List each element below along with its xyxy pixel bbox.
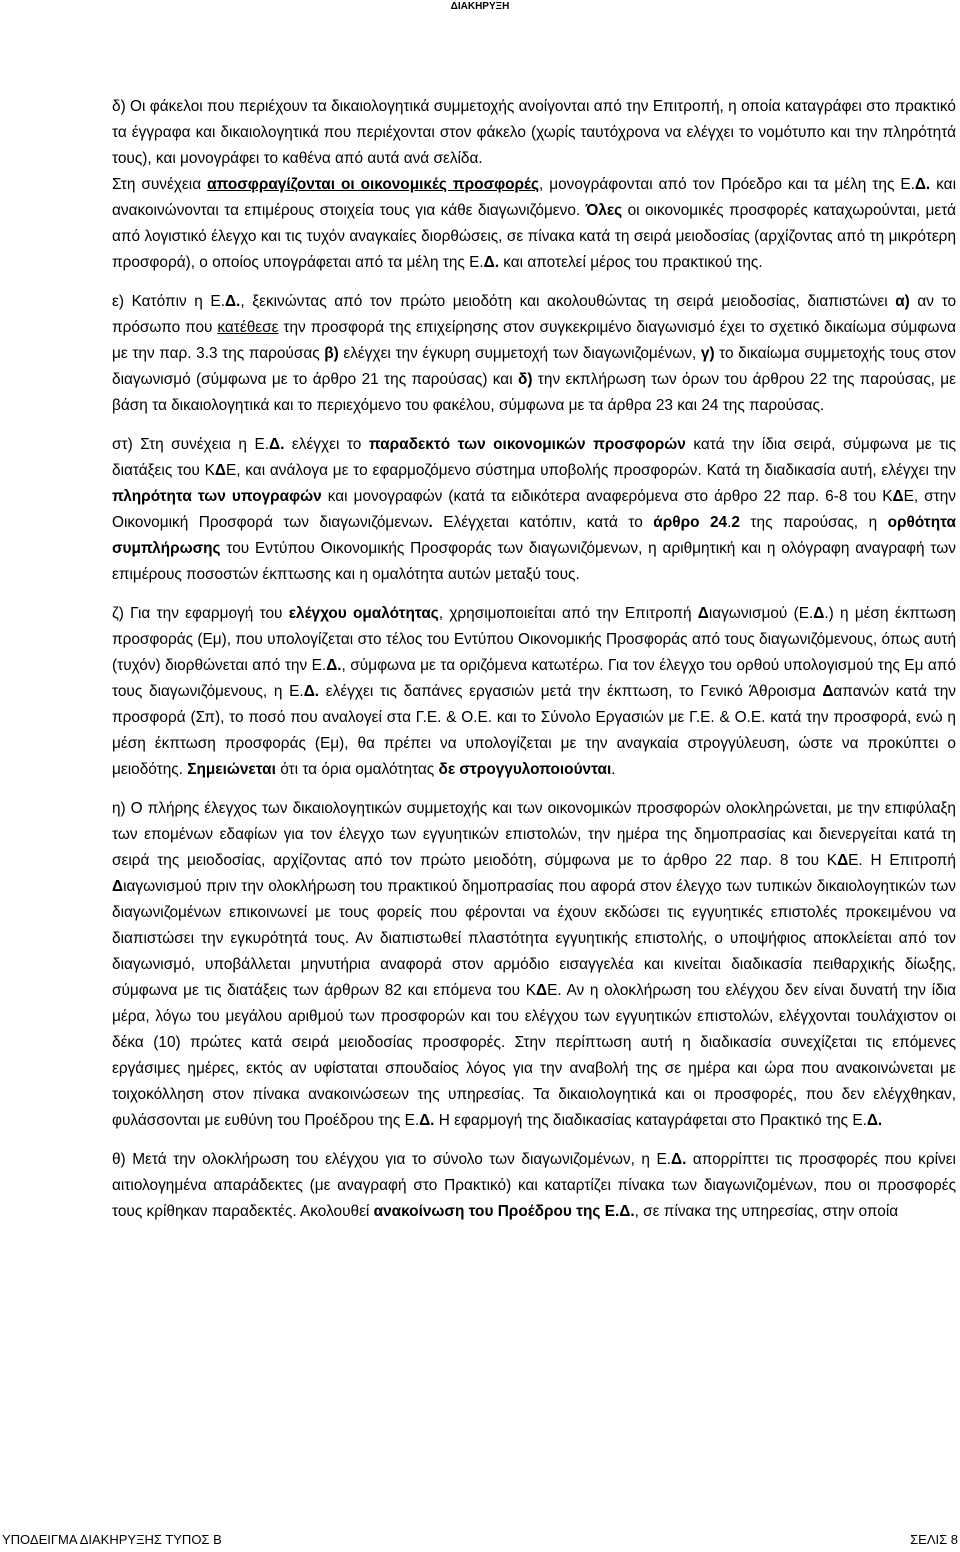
paragraph-th: θ) Μετά την ολοκλήρωση του ελέγχου για το σύνολο των διαγωνιζομένων, η Ε.Δ. απορρίπτει τις προσφορές που κρίνει αιτιολογημένα απαράδεκτες (με αναγραφή στο Πρακτικό) και καταρτίζει πίνακα των διαγωνιζομένων, που οι προσφορές τους κρίθηκαν παραδεκτές. Ακολουθεί ανακοίνωση του Προέδρου της Ε.Δ., σε πίνακα της υπηρεσίας, στην οποία [112, 1151, 956, 1220]
footer-document-type: ΥΠΟΔΕΙΓΜΑ ΔΙΑΚΗΡΥΞΗΣ ΤΥΠΟΣ Β [2, 1532, 222, 1547]
page-header: ΔΙΑΚΗΡΥΞΗ [450, 1, 510, 12]
underlined-word: κατέθεσε [217, 319, 279, 336]
bold-underlined-phrase: αποσφραγίζονται οι οικονομικές προσφορές [207, 176, 539, 193]
paragraph-st: στ) Στη συνέχεια η Ε.Δ. ελέγχει το παραδεκτό των οικονομικών προσφορών κατά την ίδια σειρά, σύμφωνα με τις διατάξεις του ΚΔΕ, και ανάλογα με το εφαρμοζόμενο σύστημα υποβολής προσφορών. Κατά τη διαδικασία αυτή, ελέγχει την πληρότητα των υπογραφών και μονογραφών (κατά τα ειδικότερα αναφερόμενα στο άρθρο 22 παρ. 6-8 του ΚΔΕ, στην Οικονομική Προσφορά των διαγωνιζόμενων. Ελέγχεται κατόπιν, κατά το άρθρο 24.2 της παρούσας, η ορθότητα συμπλήρωσης του Εντύπου Οικονομικής Προσφοράς των διαγωνιζόμενων, η αριθμητική και η ολόγραφη αναγραφή των επιμέρους ποσοστών έκπτωσης και η ομαλότητα αυτών μεταξύ τους. [112, 436, 957, 583]
paragraph-e: ε) Κατόπιν η Ε.Δ., ξεκινώντας από τον πρώτο μειοδότη και ακολουθώντας τη σειρά μειοδοσίας, διαπιστώνει α) αν το πρόσωπο που κατέθεσε την προσφορά της επιχείρησης στον συγκεκριμένο διαγωνισμό έχει το σχετικό δικαίωμα σύμφωνα με την παρ. 3.3 της παρούσας β) ελέγχει την έγκυρη συμμετοχή των διαγωνιζομένων, γ) το δικαίωμα συμμετοχής τους στον διαγωνισμό (σύμφωνα με το άρθρο 21 της παρούσας) και δ) την εκπλήρωση των όρων του άρθρου 22 της παρούσας, με βάση τα δικαιολογητικά και το περιεχόμενο του φακέλου, σύμφωνα με τα άρθρα 23 και 24 της παρούσας. [112, 293, 957, 414]
paragraph-z: ζ) Για την εφαρμογή του ελέγχου ομαλότητας, χρησιμοποιείται από την Επιτροπή Διαγωνισμού (Ε.Δ.) η μέση έκπτωση προσφοράς (Εμ), που υπολογίζεται στο τέλος του Εντύπου Οικονομικής Προσφοράς από τους διαγωνιζόμενους, όπως αυτή (τυχόν) διορθώνεται από την Ε.Δ., σύμφωνα με τα οριζόμενα κατωτέρω. Για τον έλεγχο του ορθού υπολογισμού της Εμ από τους διαγωνιζόμενους, η Ε.Δ. ελέγχει τις δαπάνες εργασιών μετά την έκπτωση, το Γενικό Άθροισμα Δαπανών κατά την προσφορά (Σπ), το ποσό που αναλογεί στα Γ.Ε. & Ο.Ε. και το Σύνολο Εργασιών με Γ.Ε. & Ο.Ε. κατά την προσφορά, ενώ η μέση έκπτωση προσφοράς (Εμ), θα πρέπει να υπολογίζεται με την αναγκαία στρογγύλευση, ώστε να προκύπτει ο μειοδότης. Σημειώνεται ότι τα όρια ομαλότητας δε στρογγυλοποιούνται. [112, 605, 956, 778]
document-body [112, 94, 956, 1225]
paragraph-d: δ) Οι φάκελοι που περιέχουν τα δικαιολογητικά συμμετοχής ανοίγονται από την Επιτροπή, η οποία καταγράφει στο πρακτικό τα έγγραφα και δικαιολογητικά που περιέχονται στον φάκελο (χωρίς ταυτόχρονα να ελέγχει το νομότυπο και την πληρότητά τους), και μονογράφει το καθένα από αυτά ανά σελίδα. Στη συνέχεια αποσφραγίζονται οι οικονομικές προσφορές, μονογράφονται από τον Πρόεδρο και τα μέλη της Ε.Δ. και ανακοινώνονται τα επιμέρους στοιχεία τους για κάθε διαγωνιζόμενο. Όλες οι οικονομικές προσφορές καταχωρούνται, μετά από λογιστικό έλεγχο και τις τυχόν αναγκαίες διορθώσεις, σε πίνακα κατά τη σειρά μειοδοσίας (αρχίζοντας από τη μικρότερη προσφορά), ο οποίος υπογράφεται από τα μέλη της Ε.Δ. και αποτελεί μέρος του πρακτικού της. [112, 98, 957, 271]
footer-page-number: ΣΕΛΙΣ 8 [910, 1532, 958, 1547]
paragraph-h: η) Ο πλήρης έλεγχος των δικαιολογητικών συμμετοχής και των οικονομικών προσφορών ολοκληρώνεται, με την επιφύλαξη των επομένων εδαφίων για τον έλεγχο των εγγυητικών επιστολών, την ημέρα της δημοπρασίας και διενεργείται κατά τη σειρά της μειοδοσίας, αρχίζοντας από τον πρώτο μειοδότη, σύμφωνα με το άρθρο 22 παρ. 8 του ΚΔΕ. Η Επιτροπή Διαγωνισμού πριν την ολοκλήρωση του πρακτικού δημοπρασίας που αφορά στον έλεγχο των τυπικών δικαιολογητικών των διαγωνιζομένων επικοινωνεί με τους φορείς που φέρονται να έχουν εκδώσει τις εγγυητικές επιστολές προκειμένου να διαπιστώσει την εγκυρότητά τους. Αν διαπιστωθεί πλαστότητα εγγυητικής επιστολής, ο υποψήφιος αποκλείεται από τον διαγωνισμό, υποβάλλεται μηνυτήρια αναφορά στον αρμόδιο εισαγγελέα και κινείται διαδικασία πειθαρχικής δίωξης, σύμφωνα με τις διατάξεις των άρθρων 82 και επόμενα του ΚΔΕ. Αν η ολοκλήρωση του ελέγχου δεν είναι δυνατή την ίδια μέρα, λόγω του μεγάλου αριθμού των προσφορών και του ελέγχου των εγγυητικών επιστολών, ελέγχονται τουλάχιστον οι δέκα (10) πρώτες κατά σειρά μειοδοσίας προσφορές. Στην περίπτωση αυτή η διαδικασία συνεχίζεται τις επόμενες εργάσιμες ημέρες, εκτός αν υφίσταται σπουδαίος λόγος για την αναβολή της σε ημέρα και ώρα που ανακοινώνεται με τοιχοκόλληση στον πίνακα ανακοινώσεων της υπηρεσίας. Τα δικαιολογητικά και οι προσφορές, που δεν ελέγχθηκαν, φυλάσσονται με ευθύνη του Προέδρου της Ε.Δ. Η εφαρμογή της διαδικασίας καταγράφεται στο Πρακτικό της Ε.Δ. [112, 800, 957, 1129]
